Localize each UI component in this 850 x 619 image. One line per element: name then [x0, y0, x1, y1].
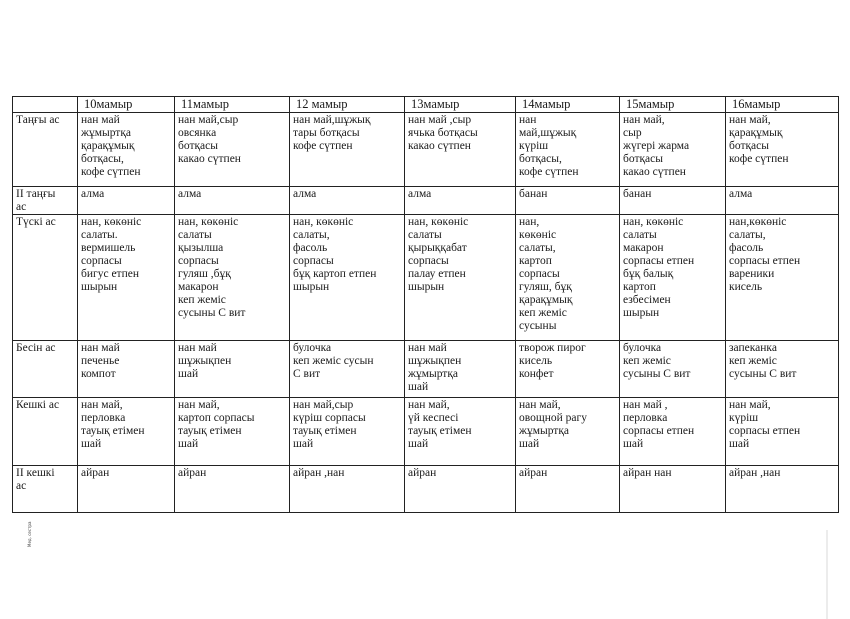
menu-cell: нан май, овощной рагу жұмыртқа шай	[516, 398, 620, 466]
menu-cell: алма	[78, 187, 175, 215]
meal-label: Түскі ас	[13, 215, 78, 341]
day-header: 16мамыр	[726, 97, 839, 113]
day-header: 13мамыр	[405, 97, 516, 113]
menu-cell: нан май жұмыртқа қарақұмық ботқасы, кофе сүтпен	[78, 113, 175, 187]
menu-cell: нан, көкөніс салаты макарон сорпасы етпен бұқ балық картоп езбесімен шырын	[620, 215, 726, 341]
menu-cell: нан май ,сыр ячька ботқасы какао сүтпен	[405, 113, 516, 187]
menu-cell: айран	[405, 466, 516, 513]
menu-cell: нан май,сыр овсянка ботқасы какао сүтпен	[175, 113, 290, 187]
menu-cell: банан	[620, 187, 726, 215]
menu-cell: айран	[78, 466, 175, 513]
menu-cell: банан	[516, 187, 620, 215]
menu-cell: нан май, үй кеспесі тауық етімен шай	[405, 398, 516, 466]
menu-cell: айран ,нан	[290, 466, 405, 513]
day-header: 15мамыр	[620, 97, 726, 113]
menu-cell: творож пирог кисель конфет	[516, 341, 620, 398]
menu-cell: алма	[405, 187, 516, 215]
menu-cell: айран ,нан	[726, 466, 839, 513]
menu-cell: булочка кеп жеміс сусын С вит	[290, 341, 405, 398]
table-row-afternoon-snack	[13, 341, 839, 398]
menu-cell: нан май,шұжық күріш ботқасы, кофе сүтпен	[516, 113, 620, 187]
menu-cell: нан май,шұжық тары ботқасы кофе сүтпен	[290, 113, 405, 187]
header-row	[13, 97, 839, 113]
menu-cell: запеканка кеп жеміс сусыны С вит	[726, 341, 839, 398]
meal-label: Кешкі ас	[13, 398, 78, 466]
menu-cell: нан, көкөніс салаты, картоп сорпасы гуляш, бұқ қарақұмық кеп жеміс сусыны	[516, 215, 620, 341]
menu-cell: нан май,сыр күріш сорпасы тауық етімен шай	[290, 398, 405, 466]
menu-cell: алма	[290, 187, 405, 215]
day-header: 11мамыр	[175, 97, 290, 113]
menu-cell: айран	[175, 466, 290, 513]
meal-label: ІІ кешкі ас	[13, 466, 78, 513]
page-edge-shadow	[826, 530, 828, 619]
margin-note: Мед. сестра	[27, 521, 32, 547]
menu-cell: нан май шұжықпен шай	[175, 341, 290, 398]
menu-cell: алма	[726, 187, 839, 215]
table-row-lunch	[13, 215, 839, 341]
menu-cell: нан май, сыр жүгері жарма ботқасы какао сүтпен	[620, 113, 726, 187]
menu-cell: нан май, перловка тауық етімен шай	[78, 398, 175, 466]
meal-label: Таңғы ас	[13, 113, 78, 187]
menu-cell: алма	[175, 187, 290, 215]
menu-cell: нан май шұжықпен жұмыртқа шай	[405, 341, 516, 398]
menu-cell: нан май, картоп сорпасы тауық етімен шай	[175, 398, 290, 466]
day-header: 12 мамыр	[290, 97, 405, 113]
table-row-late-supper	[13, 466, 839, 513]
menu-cell: нан май печенье компот	[78, 341, 175, 398]
menu-cell: нан май, қарақұмық ботқасы кофе сүтпен	[726, 113, 839, 187]
menu-sheet	[12, 96, 838, 513]
day-header: 10мамыр	[78, 97, 175, 113]
day-header: 14мамыр	[516, 97, 620, 113]
menu-cell: нан, көкөніс салаты, фасоль сорпасы бұқ картоп етпен шырын	[290, 215, 405, 341]
menu-cell: нан,көкөніс салаты, фасоль сорпасы етпен вареники кисель	[726, 215, 839, 341]
menu-cell: нан май , перловка сорпасы етпен шай	[620, 398, 726, 466]
meal-label: Бесін ас	[13, 341, 78, 398]
menu-cell: нан, көкөніс салаты қырыққабат сорпасы палау етпен шырын	[405, 215, 516, 341]
table-row-second-breakfast	[13, 187, 839, 215]
menu-cell: айран	[516, 466, 620, 513]
menu-cell: айран нан	[620, 466, 726, 513]
menu-cell: булочка кеп жеміс сусыны С вит	[620, 341, 726, 398]
menu-cell: нан, көкөніс салаты. вермишель сорпасы бигус етпен шырын	[78, 215, 175, 341]
table-row-dinner	[13, 398, 839, 466]
menu-cell: нан май, күріш сорпасы етпен шай	[726, 398, 839, 466]
table-row-breakfast	[13, 113, 839, 187]
meal-label: ІІ таңғы ас	[13, 187, 78, 215]
weekly-menu-table	[12, 96, 839, 513]
menu-cell: нан, көкөніс салаты қызылша сорпасы гуляш ,бұқ макарон кеп жеміс сусыны С вит	[175, 215, 290, 341]
corner-cell	[13, 97, 78, 113]
